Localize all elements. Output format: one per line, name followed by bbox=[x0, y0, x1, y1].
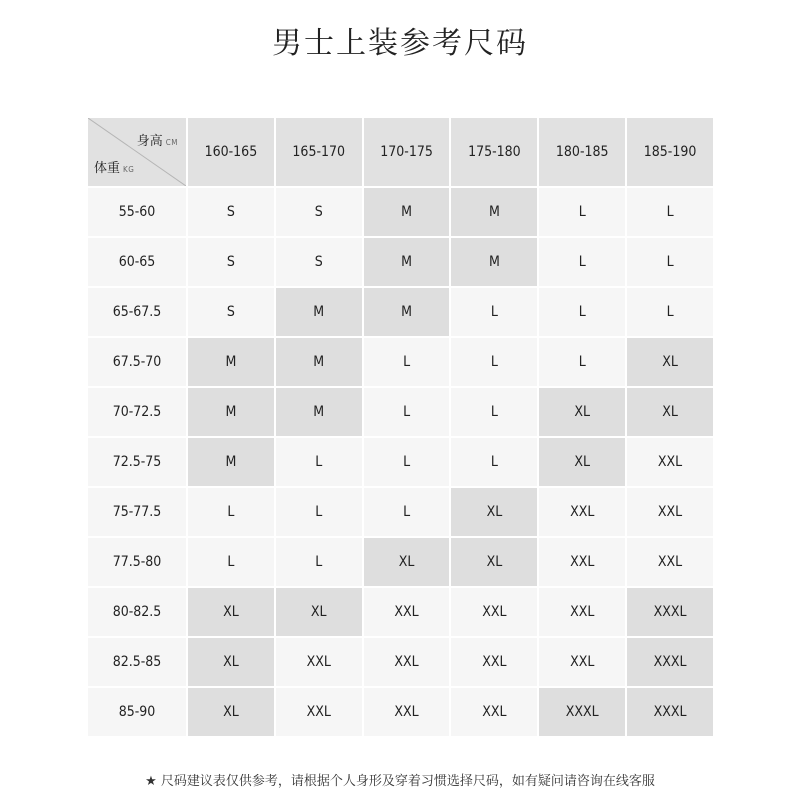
size-cell: L bbox=[364, 438, 450, 486]
size-cell: XXL bbox=[276, 688, 362, 736]
table-body bbox=[88, 188, 713, 736]
height-axis-label bbox=[137, 130, 178, 149]
size-cell: L bbox=[451, 438, 537, 486]
size-cell: XL bbox=[188, 588, 274, 636]
table-row bbox=[88, 588, 713, 636]
row-header-weight: 60-65 bbox=[88, 238, 186, 286]
size-cell: XXL bbox=[451, 688, 537, 736]
size-cell: L bbox=[276, 488, 362, 536]
row-header-weight: 80-82.5 bbox=[88, 588, 186, 636]
row-header-weight: 85-90 bbox=[88, 688, 186, 736]
size-cell: M bbox=[364, 188, 450, 236]
size-cell: L bbox=[276, 538, 362, 586]
size-cell: XL bbox=[451, 538, 537, 586]
row-header-weight: 72.5-75 bbox=[88, 438, 186, 486]
footnote bbox=[0, 770, 800, 789]
size-cell: XXL bbox=[539, 638, 625, 686]
size-cell: L bbox=[188, 488, 274, 536]
footnote-text: 尺码建议表仅供参考，请根据个人身形及穿着习惯选择尺码，如有疑问请咨询在线客服 bbox=[160, 774, 655, 789]
weight-axis-label bbox=[94, 157, 134, 176]
size-cell: L bbox=[539, 288, 625, 336]
size-cell: M bbox=[451, 238, 537, 286]
column-header: 175-180 bbox=[451, 118, 537, 186]
size-cell: XXL bbox=[451, 588, 537, 636]
size-cell: XL bbox=[188, 638, 274, 686]
size-chart-table bbox=[86, 116, 715, 738]
size-cell: M bbox=[188, 438, 274, 486]
star-icon: ★ bbox=[145, 774, 157, 789]
page-title: 男士上装参考尺码 bbox=[272, 26, 528, 61]
size-cell: M bbox=[276, 388, 362, 436]
height-unit: CM bbox=[165, 138, 178, 147]
size-cell: L bbox=[276, 438, 362, 486]
size-cell: XXXL bbox=[539, 688, 625, 736]
size-cell: XXL bbox=[364, 638, 450, 686]
height-label: 身高 bbox=[136, 134, 163, 149]
table-row bbox=[88, 238, 713, 286]
size-cell: XL bbox=[627, 338, 713, 386]
weight-unit: KG bbox=[123, 165, 135, 174]
size-cell: XL bbox=[539, 388, 625, 436]
column-header: 185-190 bbox=[627, 118, 713, 186]
size-cell: XXL bbox=[539, 488, 625, 536]
column-header: 160-165 bbox=[188, 118, 274, 186]
size-cell: M bbox=[364, 238, 450, 286]
size-cell: XXXL bbox=[627, 638, 713, 686]
table-row bbox=[88, 388, 713, 436]
size-cell: S bbox=[188, 238, 274, 286]
row-header-weight: 70-72.5 bbox=[88, 388, 186, 436]
weight-label: 体重 bbox=[94, 161, 121, 176]
size-cell: L bbox=[364, 388, 450, 436]
size-cell: L bbox=[451, 338, 537, 386]
size-cell: M bbox=[276, 288, 362, 336]
table-row bbox=[88, 538, 713, 586]
row-header-weight: 67.5-70 bbox=[88, 338, 186, 386]
size-cell: XXXL bbox=[627, 588, 713, 636]
size-cell: XL bbox=[539, 438, 625, 486]
size-cell: XXL bbox=[451, 638, 537, 686]
row-header-weight: 55-60 bbox=[88, 188, 186, 236]
size-cell: L bbox=[188, 538, 274, 586]
corner-header-cell bbox=[88, 118, 186, 186]
size-cell: XXXL bbox=[627, 688, 713, 736]
size-cell: M bbox=[276, 338, 362, 386]
row-header-weight: 65-67.5 bbox=[88, 288, 186, 336]
size-cell: M bbox=[188, 388, 274, 436]
table-row bbox=[88, 438, 713, 486]
row-header-weight: 75-77.5 bbox=[88, 488, 186, 536]
column-header: 165-170 bbox=[276, 118, 362, 186]
size-cell: XL bbox=[627, 388, 713, 436]
size-cell: S bbox=[188, 188, 274, 236]
table-header-row bbox=[88, 118, 713, 186]
size-cell: L bbox=[627, 288, 713, 336]
size-cell: M bbox=[364, 288, 450, 336]
size-cell: XL bbox=[364, 538, 450, 586]
size-cell: XXL bbox=[539, 588, 625, 636]
size-cell: L bbox=[539, 338, 625, 386]
row-header-weight: 77.5-80 bbox=[88, 538, 186, 586]
size-cell: XL bbox=[451, 488, 537, 536]
size-cell: XL bbox=[276, 588, 362, 636]
table-row bbox=[88, 338, 713, 386]
size-cell: XXL bbox=[627, 488, 713, 536]
row-header-weight: 82.5-85 bbox=[88, 638, 186, 686]
size-cell: M bbox=[451, 188, 537, 236]
size-cell: L bbox=[539, 238, 625, 286]
size-cell: L bbox=[451, 388, 537, 436]
size-cell: XL bbox=[188, 688, 274, 736]
table-row bbox=[88, 288, 713, 336]
size-cell: L bbox=[539, 188, 625, 236]
size-cell: S bbox=[188, 288, 274, 336]
size-cell: S bbox=[276, 188, 362, 236]
size-cell: L bbox=[627, 238, 713, 286]
size-cell: L bbox=[627, 188, 713, 236]
size-cell: L bbox=[364, 338, 450, 386]
size-cell: XXL bbox=[364, 688, 450, 736]
size-cell: XXL bbox=[627, 538, 713, 586]
table-row bbox=[88, 488, 713, 536]
size-cell: M bbox=[188, 338, 274, 386]
table-row bbox=[88, 638, 713, 686]
size-cell: L bbox=[451, 288, 537, 336]
column-header: 180-185 bbox=[539, 118, 625, 186]
size-cell: XXL bbox=[276, 638, 362, 686]
table-row bbox=[88, 188, 713, 236]
column-header: 170-175 bbox=[364, 118, 450, 186]
table-row bbox=[88, 688, 713, 736]
size-cell: L bbox=[364, 488, 450, 536]
size-cell: XXL bbox=[364, 588, 450, 636]
size-cell: S bbox=[276, 238, 362, 286]
size-cell: XXL bbox=[627, 438, 713, 486]
size-cell: XXL bbox=[539, 538, 625, 586]
